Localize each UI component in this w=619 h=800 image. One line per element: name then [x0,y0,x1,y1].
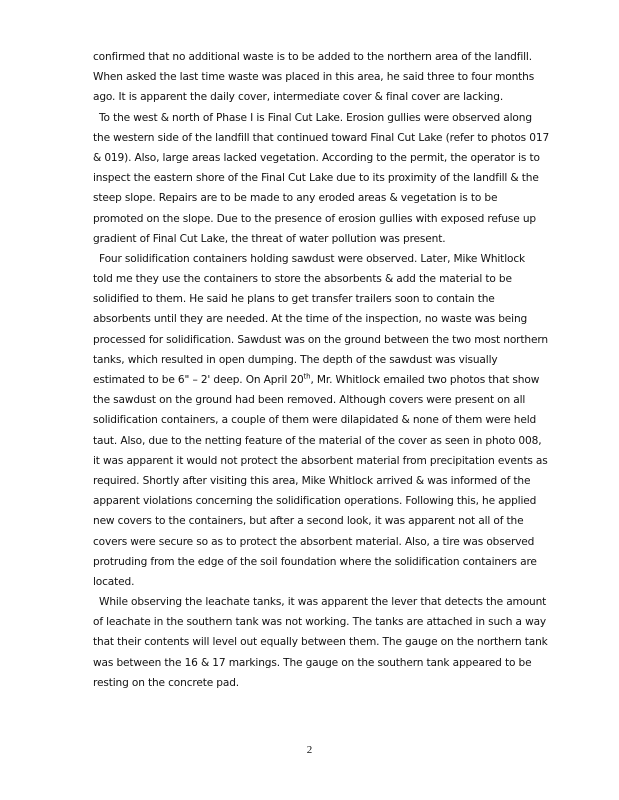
text-line: tanks, which resulted in open dumping. The depth of the sawdust was visually [93,353,498,366]
paragraph-final-cut-lake [93,108,550,249]
text-line: ago. It is apparent the daily cover, intermediate cover & final cover are lacking. [93,91,504,104]
text-line: promoted on the slope. Due to the presence of erosion gullies with exposed refuse up [93,212,536,225]
text-line: required. Shortly after visiting this area, Mike Whitlock arrived & was informed of the [93,474,531,487]
text-line: it was apparent it would not protect the absorbent material from precipitation events as [93,454,548,467]
text-line: steep slope. Repairs are to be made to any eroded areas & vegetation is to be [93,192,498,205]
text-line: Four solidification containers holding sawdust were observed. Later, Mike Whitlock [99,252,525,265]
text-line: processed for solidification. Sawdust was on the ground between the two most northern [93,333,548,346]
text-line: absorbents until they are needed. At the time of the inspection, no waste was being [93,313,528,326]
text-line: was between the 16 & 17 markings. The gauge on the southern tank appeared to be [93,656,532,669]
text-line: of leachate in the southern tank was not working. The tanks are attached in such a way [93,616,547,629]
text-line: covers were secure so as to protect the absorbent material. Also, a tire was observed [93,535,535,548]
text-line: apparent violations concerning the solidification operations. Following this, he applied [93,495,537,508]
text-segment: estimated to be 6" – 2' deep. On April 20 [93,374,304,386]
document-body [93,47,550,693]
text-line-with-superscript [93,370,540,390]
text-line: protruding from the edge of the soil foundation where the solidification containers are [93,555,537,568]
text-line: solidified to them. He said he plans to get transfer trailers soon to contain the [93,293,495,306]
text-line: the sawdust on the ground had been removed. Although covers were present on all [93,394,526,407]
text-line: the western side of the landfill that continued toward Final Cut Lake (refer to photos 017 [93,131,550,144]
text-line: new covers to the containers, but after a second look, it was apparent not all of the [93,515,524,528]
page-number: 2 [306,744,313,756]
text-segment: , Mr. Whitlock emailed two photos that show [310,374,540,386]
text-line: inspect the eastern shore of the Final Cut Lake due to its proximity of the landfill & the [93,172,539,185]
text-line: While observing the leachate tanks, it was apparent the lever that detects the amount [99,596,547,609]
text-line: solidification containers, a couple of them were dilapidated & none of them were held [93,414,537,427]
text-line: told me they use the containers to store the absorbents & add the material to be [93,273,512,286]
text-line: located. [93,575,135,588]
text-line: To the west & north of Phase I is Final Cut Lake. Erosion gullies were observed along [99,111,532,124]
text-line: gradient of Final Cut Lake, the threat of water pollution was present. [93,232,446,245]
text-line: that their contents will level out equally between them. The gauge on the northern tank [93,636,548,649]
paragraph-landfill-north [93,47,535,108]
paragraph-leachate-tanks [93,592,548,693]
text-line: taut. Also, due to the netting feature of the material of the cover as seen in photo 008, [93,434,542,447]
text-line: & 019). Also, large areas lacked vegetation. According to the permit, the operator is to [93,151,540,164]
text-line: When asked the last time waste was placed in this area, he said three to four months [93,71,535,84]
text-line: confirmed that no additional waste is to be added to the northern area of the landfill. [93,51,532,63]
paragraph-solidification [93,249,548,592]
superscript: th [303,372,311,381]
text-line: resting on the concrete pad. [93,676,240,689]
